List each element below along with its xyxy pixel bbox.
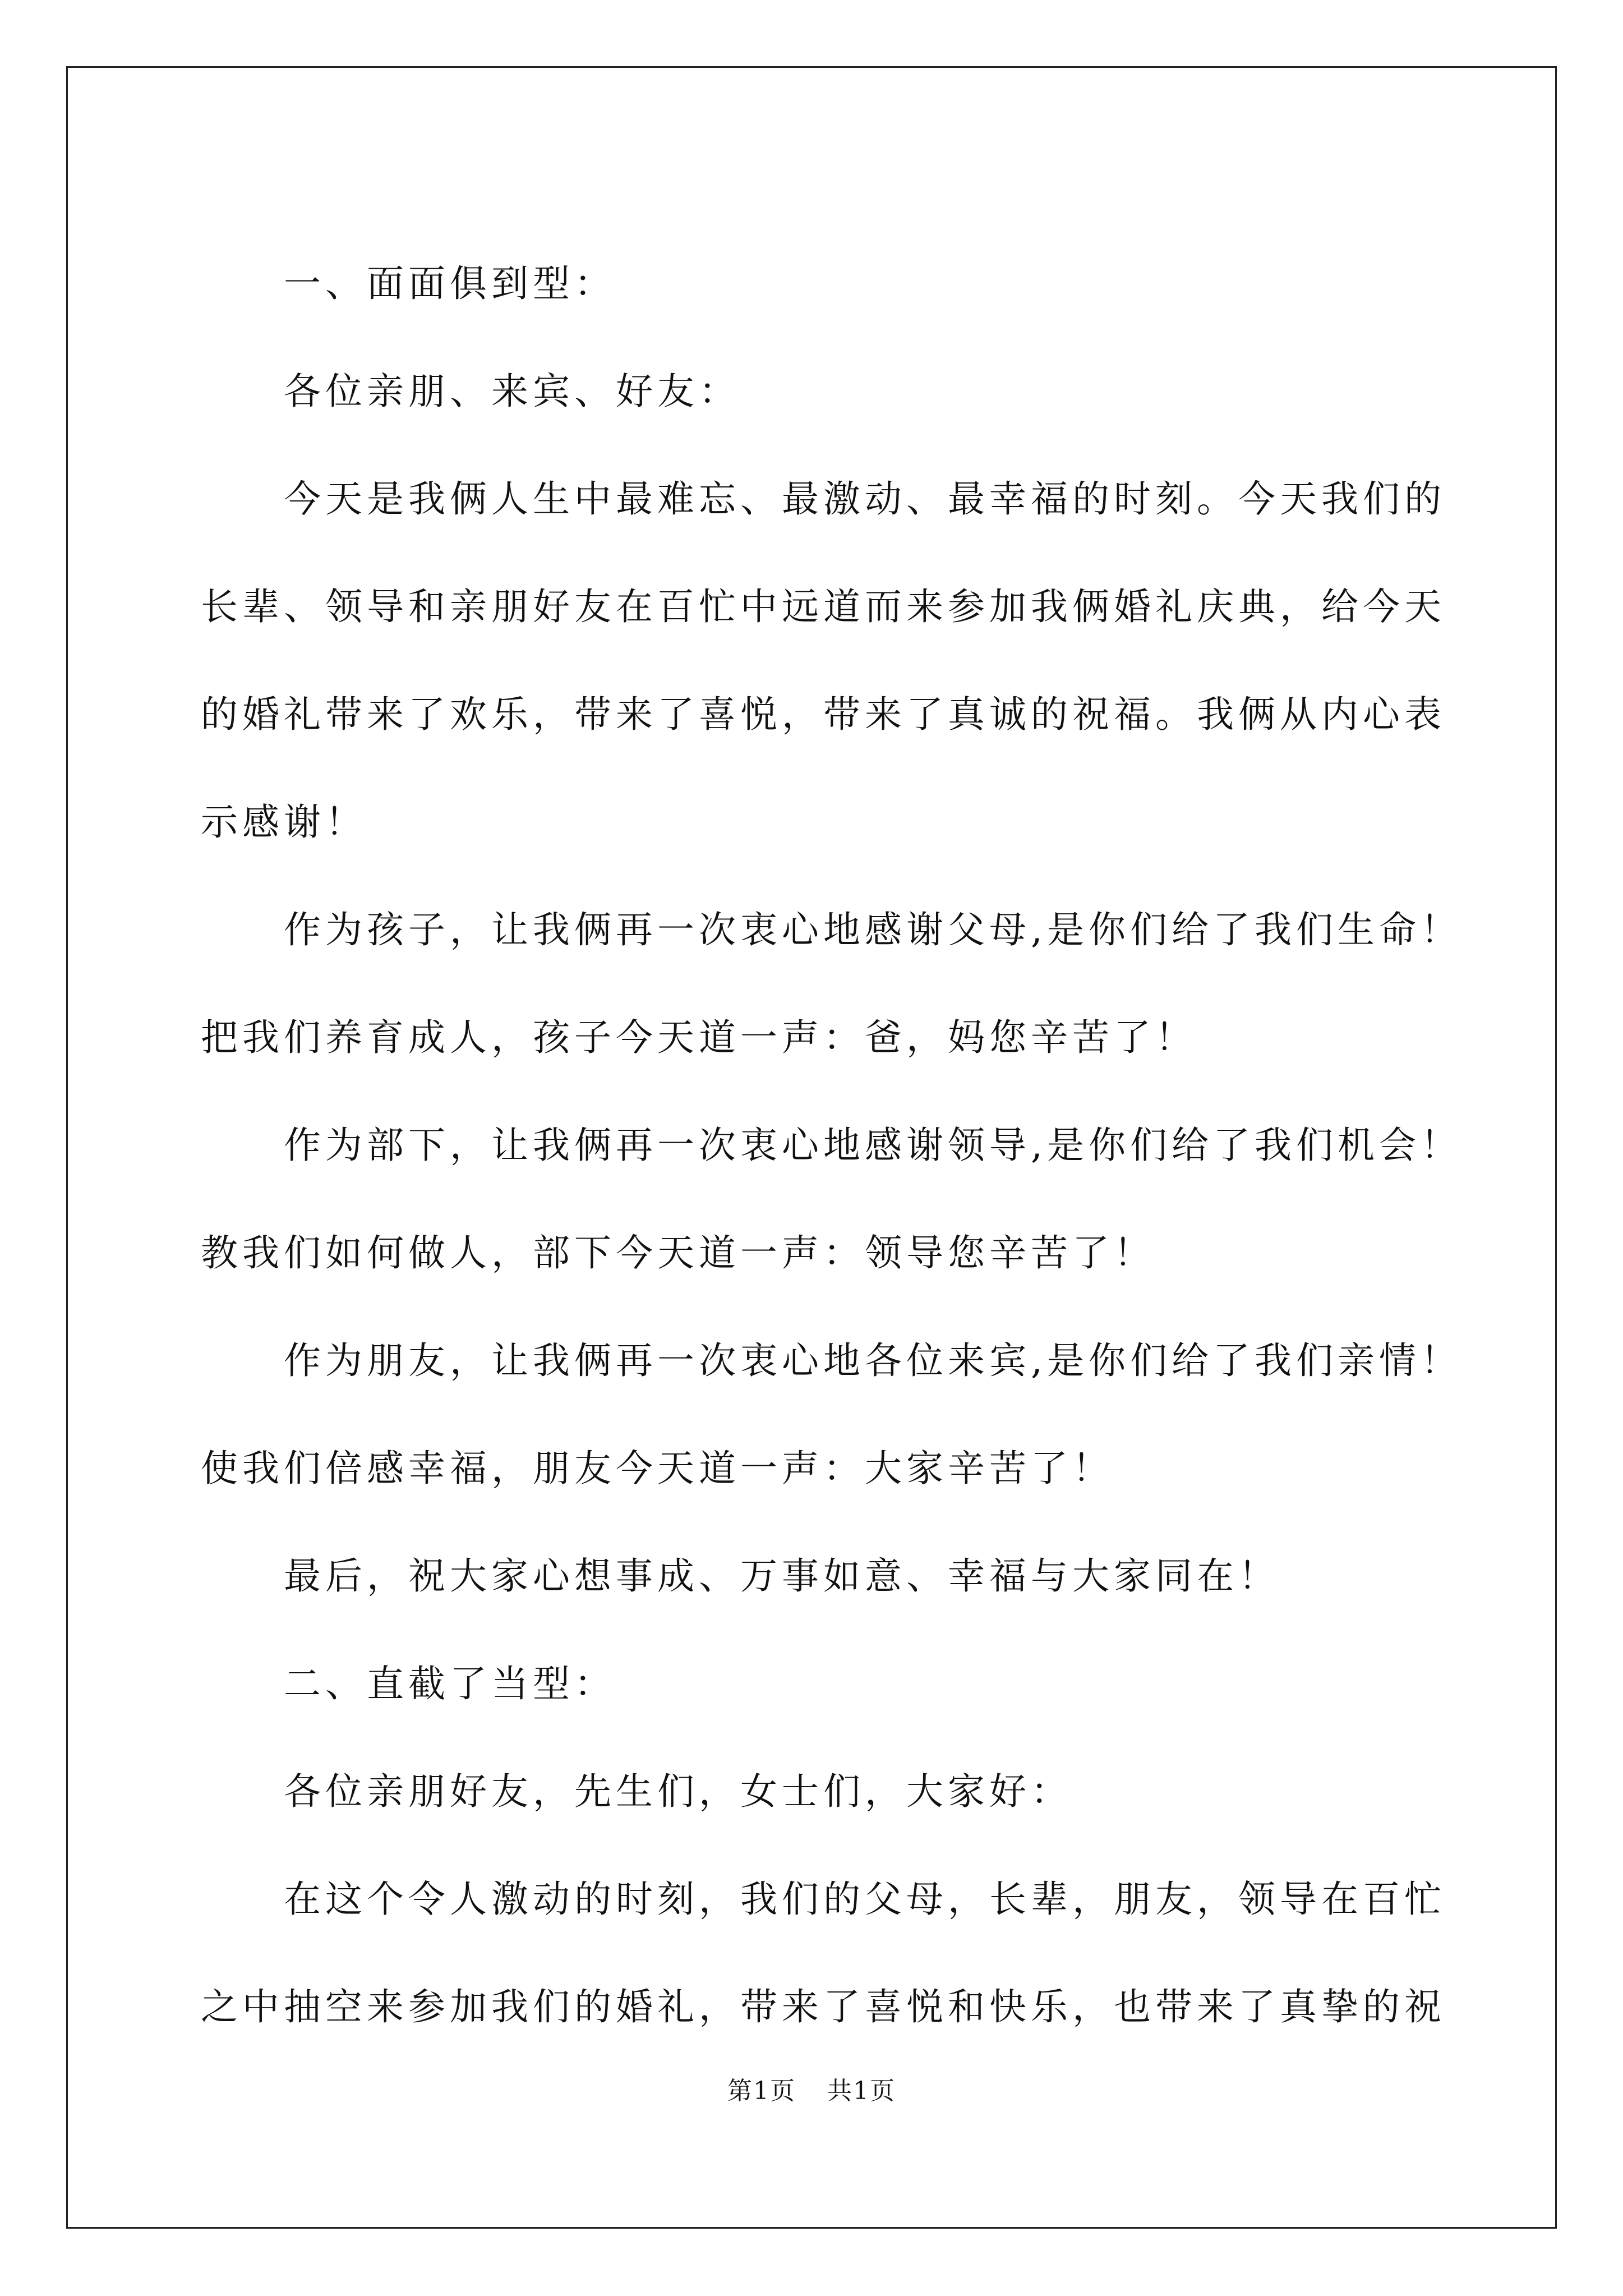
paragraph-line: 作为部下，让我俩再一次衷心地感谢领导,是你们给了我们机会！: [284, 1124, 1462, 1167]
paragraph-line: 之中抽空来参加我们的婚礼，带来了喜悦和快乐，也带来了真挚的祝: [201, 1985, 1446, 2028]
paragraph-line: 最后，祝大家心想事成、万事如意、幸福与大家同在！: [284, 1554, 1280, 1598]
page-footer: [0, 2074, 1623, 2108]
salutation-1: 各位亲朋、来宾、好友：: [284, 370, 740, 413]
paragraph-line: 长辈、领导和亲朋好友在百忙中远道而来参加我俩婚礼庆典，给今天: [201, 585, 1446, 628]
page-number-current: 第1页: [727, 2077, 796, 2105]
paragraph-line: 使我们倍感幸福，朋友今天道一声：大家辛苦了！: [201, 1447, 1114, 1490]
paragraph-line: 示感谢！: [201, 800, 367, 844]
paragraph-line: 教我们如何做人，部下今天道一声：领导您辛苦了！: [201, 1231, 1155, 1274]
paragraph-line: 作为孩子，让我俩再一次衷心地感谢父母,是你们给了我们生命！: [284, 908, 1462, 951]
page-number-total: 共1页: [827, 2077, 896, 2105]
paragraph-line: 把我们养育成人，孩子今天道一声：爸，妈您辛苦了！: [201, 1016, 1197, 1059]
section-heading-1: 一、面面俱到型：: [284, 262, 616, 305]
salutation-2: 各位亲朋好友，先生们，女士们，大家好：: [284, 1770, 1072, 1813]
paragraph-line: 今天是我俩人生中最难忘、最激动、最幸福的时刻。今天我们的: [284, 477, 1446, 521]
paragraph-line: 的婚礼带来了欢乐，带来了喜悦，带来了真诚的祝福。我俩从内心表: [201, 693, 1446, 736]
document-body: [201, 230, 1462, 2061]
paragraph-line: 作为朋友，让我俩再一次衷心地各位来宾,是你们给了我们亲情！: [284, 1339, 1462, 1382]
paragraph-line: 在这个令人激动的时刻，我们的父母，长辈，朋友，领导在百忙: [284, 1878, 1446, 1921]
section-heading-2: 二、直截了当型：: [284, 1662, 616, 1705]
